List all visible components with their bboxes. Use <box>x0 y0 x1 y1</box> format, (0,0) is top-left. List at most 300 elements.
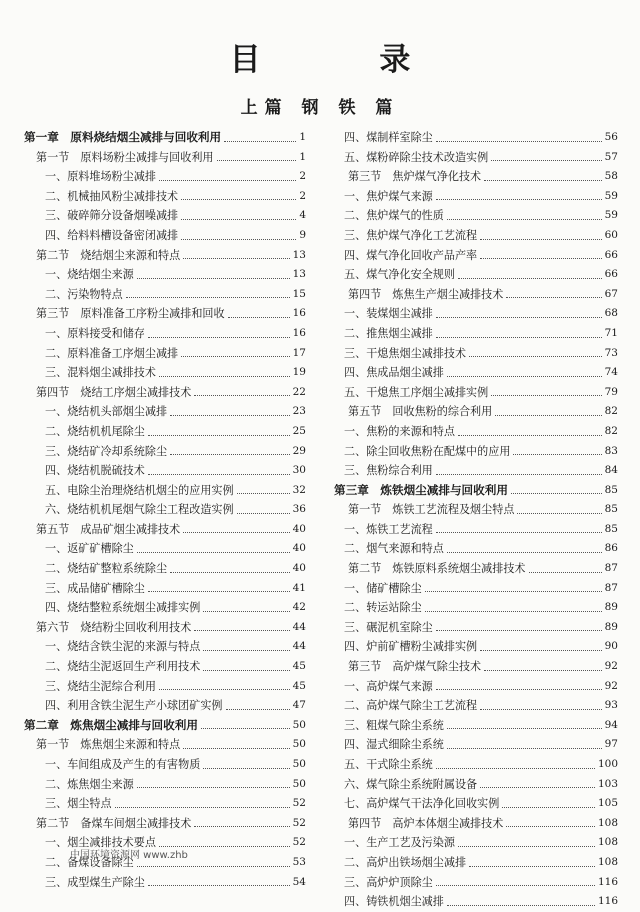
toc-chapter-entry <box>334 481 618 501</box>
toc-entry-title: 二、高炉出铁场烟尘减排 <box>344 855 467 869</box>
toc-entry-page: 50 <box>292 738 306 751</box>
toc-entry-title: 二、污染物特点 <box>45 287 123 301</box>
toc-entry-title: 二、焦炉煤气的性质 <box>344 209 444 223</box>
toc-item-entry <box>334 579 618 599</box>
toc-entry-page: 40 <box>292 562 306 575</box>
toc-section-entry <box>334 285 618 305</box>
dot-leader <box>436 767 595 769</box>
dot-leader <box>194 825 289 827</box>
toc-entry-page: 59 <box>604 209 618 222</box>
toc-item-entry <box>334 383 618 403</box>
dot-leader <box>159 375 290 377</box>
dot-leader <box>436 198 602 200</box>
toc-entry-title: 四、湿式细除尘系统 <box>344 738 444 752</box>
toc-item-entry <box>24 559 306 579</box>
dot-leader <box>502 806 595 808</box>
toc-entry-page: 67 <box>604 287 618 300</box>
dot-leader <box>469 355 602 357</box>
dot-leader <box>447 747 602 749</box>
dot-leader <box>170 571 290 573</box>
toc-entry-title: 第一节 炼铁工艺流程及烟尘特点 <box>348 503 515 517</box>
dot-leader <box>181 238 296 240</box>
toc-item-entry <box>24 481 306 501</box>
dot-leader <box>480 257 601 259</box>
toc-entry-page: 13 <box>292 268 306 281</box>
toc-entry-title: 第二节 备煤车间烟尘减排技术 <box>36 816 192 830</box>
dot-leader <box>137 865 290 867</box>
toc-item-entry <box>24 500 306 520</box>
dot-leader <box>484 179 601 181</box>
toc-item-entry <box>24 696 306 716</box>
dot-leader <box>436 316 602 318</box>
toc-entry-title: 五、干熄焦工序烟尘减排实例 <box>344 385 489 399</box>
toc-entry-page: 50 <box>292 777 306 790</box>
toc-entry-page: 84 <box>604 464 618 477</box>
toc-entry-page: 53 <box>292 855 306 868</box>
toc-item-entry <box>334 187 618 207</box>
toc-entry-page: 52 <box>292 836 306 849</box>
toc-item-entry <box>334 637 618 657</box>
toc-entry-page: 1 <box>299 131 306 143</box>
toc-item-entry <box>24 187 306 207</box>
dot-leader <box>217 159 297 161</box>
toc-item-entry <box>334 442 618 462</box>
toc-item-entry <box>24 579 306 599</box>
toc-item-entry <box>334 422 618 442</box>
toc-entry-title: 二、转运站除尘 <box>344 601 422 615</box>
toc-item-entry <box>334 598 618 618</box>
toc-entry-title: 三、粗煤气除尘系统 <box>344 718 444 732</box>
toc-entry-title: 三、烟尘特点 <box>45 797 112 811</box>
toc-entry-page: 85 <box>604 503 618 516</box>
dot-leader <box>203 767 289 769</box>
dot-leader <box>170 414 290 416</box>
toc-item-entry <box>334 716 618 736</box>
toc-entry-title: 四、铸铁机烟尘减排 <box>344 895 444 909</box>
toc-chapter-entry <box>24 128 306 148</box>
dot-leader <box>436 688 602 690</box>
toc-entry-page: 1 <box>299 150 306 163</box>
toc-item-entry <box>334 206 618 226</box>
toc-entry-title: 一、焦粉的来源和特点 <box>344 424 455 438</box>
toc-entry-page: 30 <box>292 464 306 477</box>
toc-item-entry <box>24 794 306 814</box>
toc-entry-page: 100 <box>597 758 618 770</box>
toc-item-entry <box>334 696 618 716</box>
toc-entry-title: 一、炼铁工艺流程 <box>344 522 433 536</box>
toc-right-column <box>334 128 618 912</box>
toc-item-entry <box>24 344 306 364</box>
toc-item-entry <box>334 794 618 814</box>
toc-item-entry <box>24 637 306 657</box>
toc-entry-page: 74 <box>604 366 618 379</box>
toc-entry-title: 四、给料料槽设备密闭减排 <box>45 228 179 242</box>
toc-entry-page: 57 <box>604 150 618 163</box>
toc-section-entry <box>334 167 618 187</box>
toc-entry-title: 四、焦成品烟尘减排 <box>344 366 444 380</box>
toc-entry-title: 二、烧结机机尾除尘 <box>45 424 145 438</box>
toc-section-entry <box>334 500 618 520</box>
toc-item-entry <box>334 148 618 168</box>
toc-entry-page: 50 <box>292 758 306 770</box>
dot-leader <box>447 904 595 906</box>
toc-entry-page: 60 <box>604 228 618 241</box>
toc-entry-page: 86 <box>604 542 618 555</box>
dot-leader <box>484 669 601 671</box>
toc-entry-page: 94 <box>604 718 618 731</box>
dot-leader <box>148 590 290 592</box>
toc-entry-title: 第一节 炼焦烟尘来源和特点 <box>36 738 181 752</box>
dot-leader <box>491 394 601 396</box>
toc-entry-title: 第三节 高炉煤气除尘技术 <box>348 660 482 674</box>
toc-item-entry <box>24 755 306 775</box>
toc-section-entry <box>24 520 306 540</box>
toc-entry-page: 47 <box>292 699 306 712</box>
dot-leader <box>436 531 602 533</box>
toc-entry-title: 二、烧结尘泥返回生产利用技术 <box>45 660 201 674</box>
toc-entry-page: 68 <box>604 307 618 320</box>
toc-entry-page: 83 <box>604 444 618 457</box>
dot-leader <box>115 806 290 808</box>
toc-item-entry <box>24 285 306 305</box>
toc-item-entry <box>334 833 618 853</box>
toc-entry-title: 三、破碎筛分设备烟噪减排 <box>45 209 179 223</box>
toc-entry-title: 一、烧结机头部烟尘减排 <box>45 405 168 419</box>
toc-entry-title: 六、煤气除尘系统附属设备 <box>344 777 478 791</box>
dot-leader <box>148 336 290 338</box>
dot-leader <box>203 669 289 671</box>
toc-entry-page: 16 <box>292 326 306 339</box>
toc-entry-page: 103 <box>597 777 618 790</box>
toc-entry-page: 45 <box>292 660 306 673</box>
toc-item-entry <box>334 265 618 285</box>
toc-section-entry <box>24 383 306 403</box>
toc-section-entry <box>24 735 306 755</box>
toc-chapter-entry <box>24 716 306 736</box>
toc-entry-page: 25 <box>292 424 306 437</box>
toc-entry-title: 第五节 成品矿烟尘减排技术 <box>36 522 181 536</box>
toc-item-entry <box>334 892 618 912</box>
page-title: 目 录 <box>229 42 465 78</box>
toc-entry-page: 105 <box>597 797 618 810</box>
dot-leader <box>480 649 601 651</box>
dot-leader <box>224 140 296 142</box>
toc-entry-title: 四、炉前矿槽粉尘减排实例 <box>344 640 478 654</box>
toc-section-entry <box>24 148 306 168</box>
dot-leader <box>495 414 601 416</box>
toc-entry-page: 17 <box>292 346 306 359</box>
toc-entry-title: 一、原料接受和储存 <box>45 326 145 340</box>
toc-entry-page: 87 <box>604 581 618 594</box>
toc-entry-title: 三、成型煤生产除尘 <box>45 875 145 889</box>
toc-entry-page: 41 <box>292 581 306 594</box>
dot-leader <box>181 355 289 357</box>
toc-entry-page: 116 <box>597 895 618 908</box>
toc-entry-page: 22 <box>292 385 306 398</box>
dot-leader <box>506 825 595 827</box>
dot-leader <box>170 453 290 455</box>
dot-leader <box>511 492 602 494</box>
dot-leader <box>203 610 289 612</box>
toc-entry-page: 71 <box>604 326 618 339</box>
toc-item-entry <box>24 422 306 442</box>
toc-item-entry <box>334 304 618 324</box>
toc-entry-title: 三、碾泥机室除尘 <box>344 620 433 634</box>
toc-entry-title: 五、电除尘治理烧结机烟尘的应用实例 <box>45 483 234 497</box>
dot-leader <box>183 531 289 533</box>
toc-item-entry <box>334 226 618 246</box>
toc-item-entry <box>24 657 306 677</box>
toc-entry-title: 二、备煤设备除尘 <box>45 855 134 869</box>
toc-item-entry <box>334 755 618 775</box>
dot-leader <box>447 375 602 377</box>
toc-entry-page: 52 <box>292 797 306 810</box>
toc-entry-page: 56 <box>604 131 618 143</box>
toc-entry-title: 四、烧结整粒系统烟尘减排实例 <box>45 601 201 615</box>
page-footer: 中国环境资源网 www.zhb <box>70 850 188 861</box>
toc-entry-page: 52 <box>292 816 306 829</box>
dot-leader <box>237 492 290 494</box>
toc-entry-page: 15 <box>292 287 306 300</box>
toc-entry-page: 66 <box>604 268 618 281</box>
toc-entry-title: 四、煤气净化回收产品产率 <box>344 248 478 262</box>
toc-entry-title: 四、利用含铁尘泥生产小球团矿实例 <box>45 699 223 713</box>
dot-leader <box>159 688 290 690</box>
toc-item-entry <box>334 618 618 638</box>
toc-item-entry <box>24 402 306 422</box>
toc-entry-page: 97 <box>604 738 618 751</box>
dot-leader <box>148 884 290 886</box>
toc-entry-page: 82 <box>604 405 618 418</box>
toc-item-entry <box>334 344 618 364</box>
toc-entry-title: 一、车间组成及产生的有害物质 <box>45 758 201 771</box>
dot-leader <box>159 179 296 181</box>
toc-entry-title: 三、混料烟尘减排技术 <box>45 366 156 380</box>
toc-entry-page: 89 <box>604 601 618 614</box>
toc-entry-page: 19 <box>292 366 306 379</box>
toc-section-entry <box>24 814 306 834</box>
toc-entry-page: 108 <box>597 836 618 849</box>
dot-leader <box>181 218 296 220</box>
dot-leader <box>436 884 595 886</box>
toc-entry-title: 三、成品储矿槽除尘 <box>45 581 145 595</box>
toc-entry-title: 一、高炉煤气来源 <box>344 679 433 693</box>
toc-entry-title: 三、高炉炉顶除尘 <box>344 875 433 889</box>
toc-item-entry <box>334 324 618 344</box>
dot-leader <box>425 590 602 592</box>
toc-item-entry <box>334 246 618 266</box>
dot-leader <box>425 610 602 612</box>
dot-leader <box>194 629 289 631</box>
toc-entry-page: 13 <box>292 248 306 261</box>
toc-entry-page: 32 <box>292 483 306 496</box>
toc-entry-title: 七、高炉煤气干法净化回收实例 <box>344 797 500 811</box>
toc-item-entry <box>334 735 618 755</box>
toc-entry-title: 三、烧结矿冷却系统除尘 <box>45 444 168 458</box>
dot-leader <box>458 845 595 847</box>
toc-entry-title: 第三章 炼铁烟尘减排与回收利用 <box>334 482 508 497</box>
dot-leader <box>447 218 602 220</box>
dot-leader <box>458 434 602 436</box>
toc-entry-title: 第三节 焦炉煤气净化技术 <box>348 170 482 184</box>
toc-item-entry <box>24 873 306 893</box>
toc-entry-title: 第六节 烧结粉尘回收利用技术 <box>36 620 192 634</box>
dot-leader <box>183 747 289 749</box>
toc-entry-title: 第四节 高炉本体烟尘减排技术 <box>348 816 504 830</box>
toc-entry-title: 五、干式除尘系统 <box>344 758 433 771</box>
dot-leader <box>137 786 290 788</box>
dot-leader <box>436 629 602 631</box>
toc-entry-title: 一、烟尘减排技术要点 <box>45 836 156 850</box>
dot-leader <box>148 434 290 436</box>
toc-entry-title: 一、返矿矿槽除尘 <box>45 542 134 556</box>
dot-leader <box>183 257 289 259</box>
dot-leader <box>529 571 602 573</box>
toc-item-entry <box>334 539 618 559</box>
toc-item-entry <box>24 324 306 344</box>
toc-entry-page: 108 <box>597 816 618 829</box>
toc-entry-page: 79 <box>604 385 618 398</box>
toc-entry-title: 一、装煤烟尘减排 <box>344 307 433 321</box>
toc-entry-title: 二、炼焦烟尘来源 <box>45 777 134 791</box>
dot-leader <box>201 727 290 729</box>
toc-entry-title: 第四节 烧结工序烟尘减排技术 <box>36 385 192 399</box>
toc-entry-title: 第二节 烧结烟尘来源和特点 <box>36 248 181 262</box>
dot-leader <box>436 336 602 338</box>
toc-entry-title: 第一节 原料场粉尘减排与回收利用 <box>36 150 214 164</box>
toc-entry-page: 66 <box>604 248 618 261</box>
toc-entry-title: 三、焦粉综合利用 <box>344 464 433 478</box>
dot-leader <box>226 708 290 710</box>
toc-entry-page: 29 <box>292 444 306 457</box>
toc-entry-page: 90 <box>604 640 618 653</box>
toc-entry-page: 44 <box>292 620 306 633</box>
toc-item-entry <box>334 677 618 697</box>
dot-leader <box>126 296 290 298</box>
toc-item-entry <box>24 677 306 697</box>
toc-entry-page: 36 <box>292 503 306 516</box>
toc-item-entry <box>24 539 306 559</box>
toc-entry-page: 40 <box>292 522 306 535</box>
toc-entry-title: 三、焦炉煤气净化工艺流程 <box>344 228 478 242</box>
toc-entry-title: 三、烧结尘泥综合利用 <box>45 679 156 693</box>
toc-entry-title: 第四节 炼焦生产烟尘减排技术 <box>348 287 504 301</box>
dot-leader <box>436 140 602 142</box>
toc-entry-page: 4 <box>299 209 306 222</box>
toc-item-entry <box>24 206 306 226</box>
toc-item-entry <box>24 442 306 462</box>
toc-section-entry <box>24 618 306 638</box>
toc-item-entry <box>24 265 306 285</box>
dot-leader <box>181 198 296 200</box>
toc-item-entry <box>334 853 618 873</box>
toc-entry-title: 一、生产工艺及污染源 <box>344 836 455 850</box>
toc-item-entry <box>24 598 306 618</box>
toc-entry-title: 二、高炉煤气除尘工艺流程 <box>344 699 478 713</box>
toc-item-entry <box>24 775 306 795</box>
toc-entry-page: 16 <box>292 307 306 320</box>
toc-entry-title: 二、烟气来源和特点 <box>344 542 444 556</box>
toc-item-entry <box>334 775 618 795</box>
toc-item-entry <box>24 461 306 481</box>
toc-entry-title: 第五节 回收焦粉的综合利用 <box>348 405 493 419</box>
toc-item-entry <box>334 461 618 481</box>
dot-leader <box>513 453 601 455</box>
toc-item-entry <box>334 873 618 893</box>
toc-left-column <box>24 128 306 892</box>
dot-leader <box>491 159 601 161</box>
toc-entry-page: 23 <box>292 405 306 418</box>
toc-entry-page: 92 <box>604 679 618 692</box>
toc-entry-page: 58 <box>604 170 618 183</box>
toc-entry-title: 六、烧结机机尾烟气除尘工程改造实例 <box>45 503 234 517</box>
toc-entry-page: 40 <box>292 542 306 555</box>
toc-entry-title: 一、烧结烟尘来源 <box>45 268 134 282</box>
dot-leader <box>506 296 601 298</box>
toc-entry-title: 一、储矿槽除尘 <box>344 581 422 595</box>
toc-entry-title: 第三节 原料准备工序粉尘减排和回收 <box>36 307 225 321</box>
dot-leader <box>458 277 602 279</box>
toc-entry-title: 二、推焦烟尘减排 <box>344 326 433 340</box>
dot-leader <box>517 512 601 514</box>
toc-entry-title: 第二章 炼焦烟尘减排与回收利用 <box>24 717 198 732</box>
toc-section-entry <box>334 814 618 834</box>
toc-entry-page: 45 <box>292 679 306 692</box>
toc-entry-page: 93 <box>604 699 618 712</box>
dot-leader <box>237 512 290 514</box>
toc-entry-page: 89 <box>604 620 618 633</box>
toc-entry-page: 44 <box>292 640 306 653</box>
toc-entry-title: 二、原料准备工序烟尘减排 <box>45 346 179 360</box>
dot-leader <box>469 865 595 867</box>
toc-entry-page: 87 <box>604 562 618 575</box>
toc-entry-page: 9 <box>299 228 306 241</box>
dot-leader <box>447 727 602 729</box>
toc-entry-page: 50 <box>292 718 306 731</box>
dot-leader <box>480 708 601 710</box>
toc-section-entry <box>24 304 306 324</box>
toc-entry-page: 92 <box>604 660 618 673</box>
dot-leader <box>137 551 290 553</box>
toc-entry-title: 五、煤气净化安全规则 <box>344 268 455 282</box>
part-title: 上篇 钢 铁 篇 <box>240 98 400 118</box>
dot-leader <box>480 786 595 788</box>
dot-leader <box>194 394 289 396</box>
toc-section-entry <box>334 657 618 677</box>
toc-entry-page: 85 <box>604 483 618 496</box>
toc-entry-title: 一、原料堆场粉尘减排 <box>45 170 156 184</box>
toc-entry-title: 第一章 原料烧结烟尘减排与回收利用 <box>24 130 222 144</box>
toc-entry-page: 2 <box>299 189 306 202</box>
toc-section-entry <box>24 246 306 266</box>
toc-entry-page: 108 <box>597 855 618 868</box>
toc-entry-title: 二、除尘回收焦粉在配煤中的应用 <box>344 444 511 458</box>
toc-entry-title: 五、煤粉碎除尘技术改造实例 <box>344 150 489 164</box>
toc-item-entry <box>334 363 618 383</box>
toc-item-entry <box>24 363 306 383</box>
toc-entry-title: 一、烧结含铁尘泥的来源与特点 <box>45 640 201 654</box>
toc-entry-page: 42 <box>292 601 306 614</box>
toc-entry-title: 三、干熄焦烟尘减排技术 <box>344 346 467 360</box>
toc-section-entry <box>334 559 618 579</box>
toc-entry-title: 四、煤制样室除尘 <box>344 131 433 144</box>
toc-entry-page: 59 <box>604 189 618 202</box>
toc-entry-page: 116 <box>597 875 618 888</box>
dot-leader <box>203 649 289 651</box>
toc-entry-page: 85 <box>604 522 618 535</box>
dot-leader <box>480 238 601 240</box>
toc-entry-page: 2 <box>299 170 306 183</box>
